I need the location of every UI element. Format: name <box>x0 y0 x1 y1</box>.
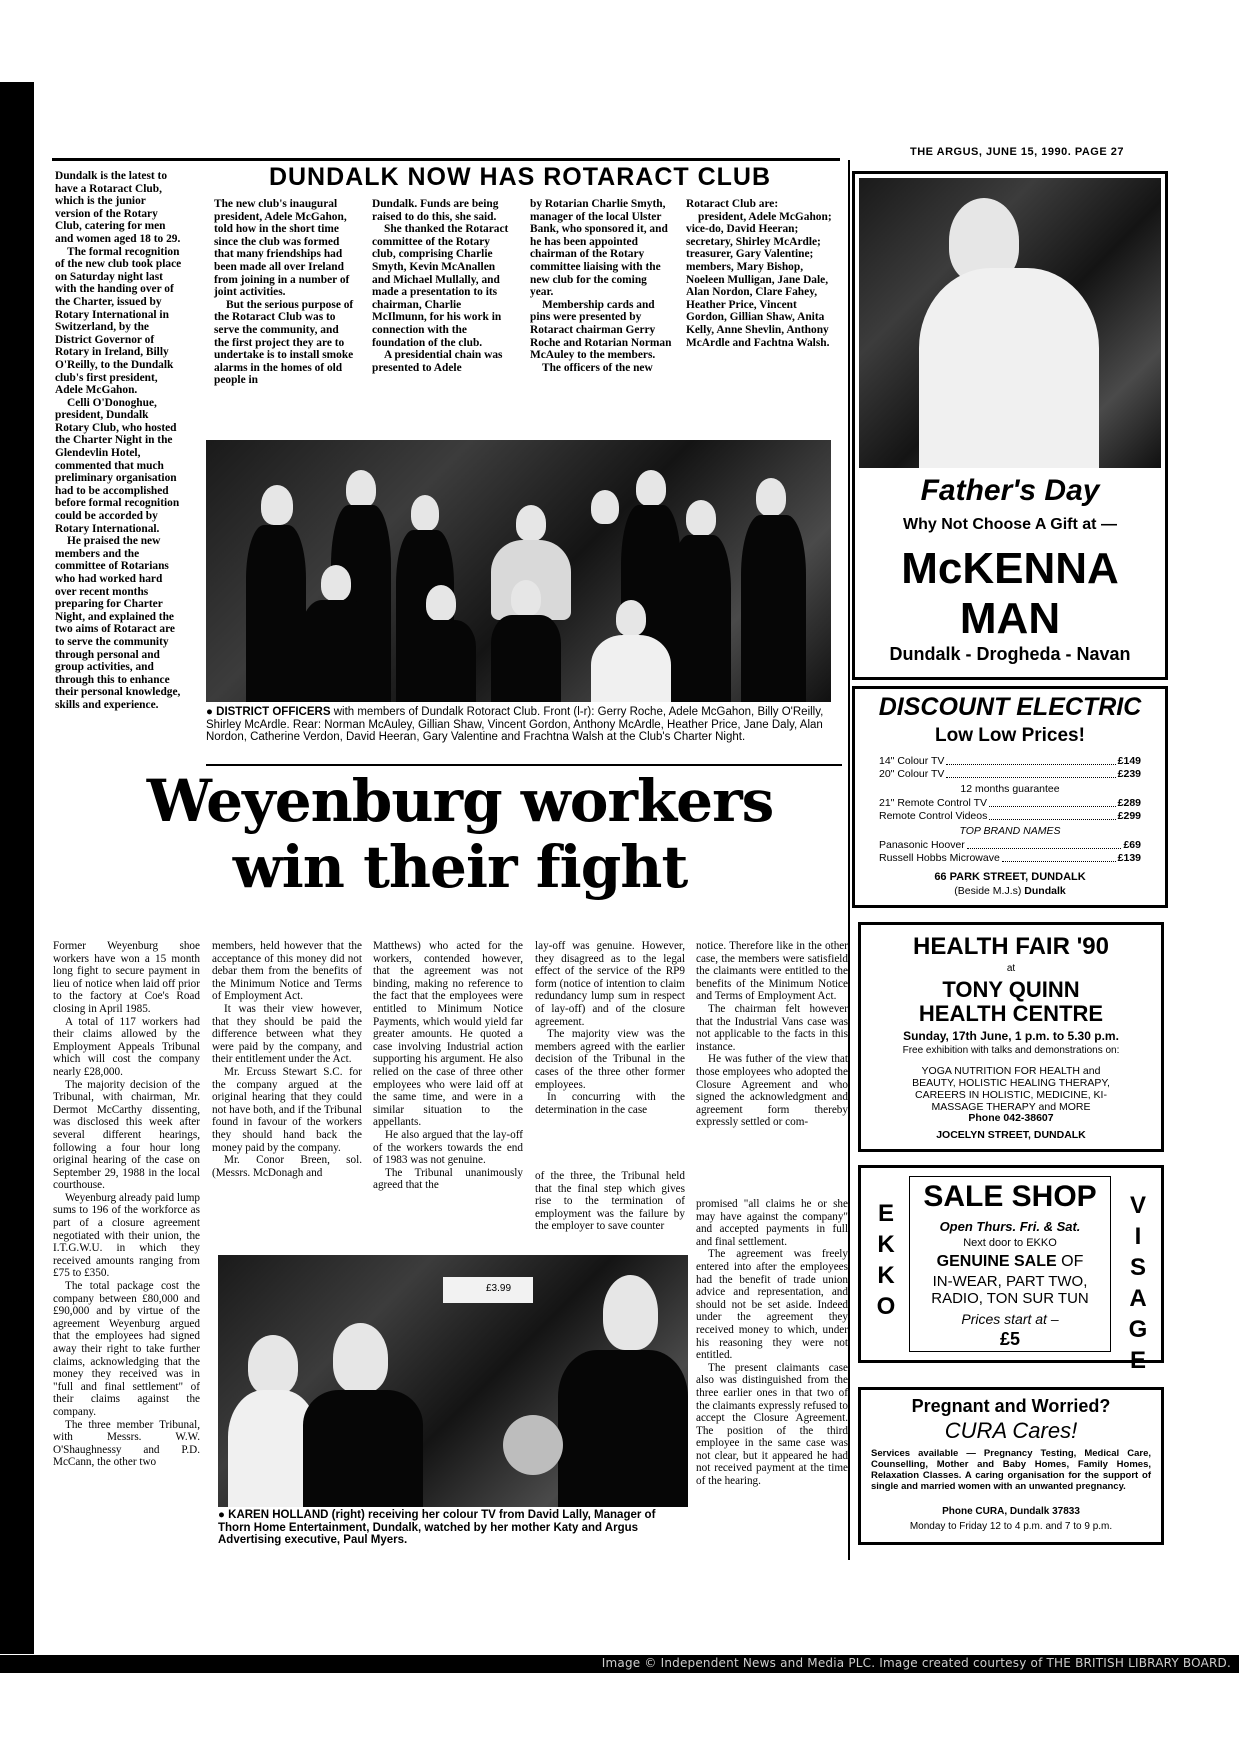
event-date: Sunday, 17th June, 1 p.m. to 5.30 p.m. <box>903 1029 1119 1043</box>
item-price: £299 <box>1117 810 1141 822</box>
item-price: £139 <box>1117 852 1141 864</box>
paragraph: of the three, the Tribunal held that the final step which gives rise to the termination of employment was the failure by the employer to save counter <box>535 1170 685 1233</box>
paragraph: The officers of the new <box>542 361 653 374</box>
caption-lead: ● DISTRICT OFFICERS <box>206 706 331 718</box>
section-rule <box>206 764 842 766</box>
letter: O <box>876 1293 896 1320</box>
price-row <box>879 755 1141 768</box>
sale-emphasis: GENUINE SALE <box>936 1253 1057 1270</box>
paragraph: Mr. Conor Breen, sol. (Messrs. McDonagh and <box>212 1154 362 1179</box>
paragraph: The formal recognition of the new club took place on Saturday night last with the handing over of the Charter, issued by Rotary International in Switzerland, by the District Governor of Rotary in Ireland, Billy O'Reilly, to the Dundalk club's first president, Adele McGahon. <box>55 245 182 397</box>
shop-address-note <box>855 885 1165 897</box>
paragraph: The chairman felt however that the Industrial Vans case was not applicable to the facts in this instance. <box>696 1002 848 1053</box>
price-row <box>879 852 1141 865</box>
ad-title: HEALTH FAIR '90 <box>913 933 1109 960</box>
shop-name-line-2: MAN <box>959 594 1061 643</box>
paragraph: She thanked the Rotaract committee of the Rotary club, comprising Charlie Smyth, Kevin McAnallen and Michael Mullally, and made a presentation to its chairman, Charlie McIlmunn, for his work in connection with the foundation of the club. <box>372 223 509 349</box>
price-list <box>879 755 1141 865</box>
subtitle-text: CURA Cares! <box>944 1418 1078 1443</box>
paragraph: A total of 117 workers had their claims allowed by the Employment Appeals Tribunal which will cost the company nearly £28,000. <box>53 1015 200 1078</box>
item-name: Russell Hobbs Microwave <box>879 852 1000 864</box>
paragraph: lay-off was genuine. However, they disagreed as to the legal effect of the service of the RP9 form (notice of intention to claim redundancy lump sum in respect of lay-off) and of the closure agreement. <box>535 940 685 1028</box>
paragraph: The majority decision of the Tribunal, with chairman, Mr. Dermot McCarthy dissenting, was disclosed this week after several different hearings, following a four hour long original hearing of the case on September 29, 1988 in the local courthouse. <box>53 1078 200 1192</box>
paragraph: The majority view was the members agreed with the earlier decision of the Tribunal in the cases of the three other former employees. <box>535 1028 685 1091</box>
item-name: 21" Remote Control TV <box>879 797 987 809</box>
letter: V <box>1129 1192 1146 1219</box>
weyenburg-column-4-continued <box>535 1170 685 1233</box>
paragraph: The new club's inaugural president, Adele McGahon, told how in the short time since the club was formed that many friendships had been made all over Ireland from joining in a number of joint activities. <box>214 198 350 299</box>
letter: E <box>877 1200 894 1227</box>
paragraph: Membership cards and pins were presented by Rotaract chairman Gerry Roche and Rotarian Norman McAuley to the members. <box>530 298 672 362</box>
guarantee-note: 12 months guarantee <box>960 783 1060 795</box>
paragraph: But the serious purpose of the Rotaract Club was to serve the community, and the first project they are to undertake is to install smoke alarms in the homes of old people in <box>214 298 354 387</box>
rotaract-column-1 <box>55 170 183 712</box>
headline-line-2: win their fight <box>232 833 688 901</box>
ad-headline: Father's Day <box>920 474 1100 507</box>
weyenburg-column-3 <box>373 940 523 1192</box>
mckenna-man-ad <box>852 171 1168 680</box>
brand-list: IN-WEAR, PART TWO, RADIO, TON SUR TUN <box>931 1273 1089 1307</box>
venue-line-1: TONY QUINN <box>942 977 1080 1002</box>
event-topics: YOGA NUTRITION FOR HEALTH and BEAUTY, HOLISTIC HEALING THERAPY, CAREERS IN HOLISTIC, MEDICINE, KI-MASSAGE THERAPY and MORE <box>912 1065 1110 1113</box>
starting-price: £5 <box>999 1329 1021 1349</box>
cura-ad <box>858 1387 1164 1545</box>
page-folio: THE ARGUS, JUNE 15, 1990. PAGE 27 <box>910 146 1124 158</box>
rotaract-column-2 <box>214 198 356 387</box>
paragraph: The three member Tribunal, with Messrs. W.W. O'Shaughnessy and P.D. McCann, the other two <box>53 1418 200 1469</box>
paragraph: He also argued that the lay-off of the workers towards the end of 1983 was not genuine. <box>373 1128 523 1167</box>
paragraph: In concurring with the determination in the case <box>535 1091 685 1116</box>
services-text: Services available — Pregnancy Testing, Medical Care, Counselling, Mother and Baby Homes, Family Homes, Relaxation Classes. A caring organisation for the support of single and married women with an unwanted pregnancy. <box>871 1448 1151 1492</box>
rotaract-group-photo <box>206 440 831 702</box>
letter: E <box>1129 1347 1146 1374</box>
paragraph: Mr. Ercuss Stewart S.C. for the company argued at the original hearing that they could not have both, and if the Tribunal found in favour of the workers they should hand back the money paid by the company. <box>212 1065 362 1154</box>
prices-note: Prices start at – <box>961 1311 1059 1327</box>
paragraph: Rotaract Club are: <box>686 198 779 210</box>
paragraph: by Rotarian Charlie Smyth, manager of the local Ulster Bank, who sponsored it, and he has been appointed chairman of the Rotary committee liaising with the new club for the coming year. <box>530 198 668 299</box>
paragraph: A presidential chain was presented to Adele <box>372 349 503 374</box>
paragraph: promised "all claims he or she may have against the company" and accepted payments in full and final settlement. <box>696 1198 848 1248</box>
scan-margin <box>0 82 34 1654</box>
ad-at: at <box>1006 963 1016 974</box>
price-tag: £3.99 <box>486 1283 512 1294</box>
weyenburg-column-4 <box>535 940 685 1116</box>
opening-hours: Monday to Friday 12 to 4 p.m. and 7 to 9 p.m. <box>909 1521 1113 1532</box>
shop-address: 66 PARK STREET, DUNDALK <box>934 871 1086 883</box>
caption-text: with members of Dundalk Rotoract Club. Front (l-r): Gerry Roche, Adele McGahon, Billy O'Reilly, Shirley McArdle. Rear: Norman McAuley, Gillian Shaw, Vincent Gordon, Anthony McArdle, Heather Price, Jane Daly, Alan Nordon, Catherine Verdon, David Heeran, Gary Valentine and Frachtna Walsh at the Club's Charter Night. <box>206 706 824 743</box>
item-name: 14" Colour TV <box>879 755 945 767</box>
venue-address: JOCELYN STREET, DUNDALK <box>936 1129 1086 1141</box>
address-town: Dundalk <box>1024 885 1066 897</box>
weyenburg-headline <box>110 768 810 900</box>
venue-line-2: HEALTH CENTRE <box>918 1001 1104 1026</box>
letter: A <box>1129 1285 1147 1312</box>
paragraph: The present claimants case also was distinguished from the three earlier ones in that two of the claimants expressly refused to accept the Closure Agreement. The position of the third employee in the same case was not clear, but it appeared he had not received payment at the time of the hearing. <box>696 1361 848 1488</box>
price-row <box>879 810 1141 823</box>
item-price: £149 <box>1117 755 1141 767</box>
visage-vertical-label <box>1123 1190 1153 1376</box>
sale-shop-panel <box>909 1176 1111 1352</box>
paragraph: president, Adele McGahon; vice-do, David Heeran; secretary, Shirley McArdle; treasurer, Gary Valentine; members, Mary Bishop, Noeleen Mulligan, Jane Dale, Alan Nordon, Clare Fahey, Heather Price, Vincent Gordon, Gillian Shaw, Anita Kelly, Anne Shevlin, Anthony McArdle and Fachtna Walsh. <box>686 210 832 349</box>
opening-days: Open Thurs. Fri. & Sat. <box>939 1219 1081 1234</box>
ad-photo <box>859 178 1161 468</box>
rotaract-column-3 <box>372 198 514 374</box>
ad-title: DISCOUNT ELECTRIC <box>878 693 1142 721</box>
letter: G <box>1128 1316 1148 1343</box>
shop-name-line-1: McKENNA <box>901 544 1119 593</box>
paragraph: Dundalk. Funds are being raised to do this, she said. <box>372 198 499 223</box>
brands-note: TOP BRAND NAMES <box>959 825 1061 837</box>
tv-photo-caption: ● KAREN HOLLAND (right) receiving her colour TV from David Lally, Manager of Thorn Home Entertainment, Dundalk, watched by her mother Katy and Argus Advertising executive, Paul Myers. <box>218 1509 656 1546</box>
discount-electric-ad <box>852 686 1168 908</box>
paragraph: He praised the new members and the committee of Rotarians who had worked hard over recent months preparing for Charter Night, and explained the two aims of Rotaract are to serve the community through personal and group activities, and through this to enhance their personal knowledge, skills and experience. <box>55 535 181 711</box>
paragraph: Dundalk is the latest to have a Rotaract Club, which is the junior version of the Rotary Club, catering for men and women aged 18 to 29. <box>55 170 181 245</box>
rotaract-column-5 <box>686 198 834 349</box>
paragraph: Matthews) who acted for the workers, contended however, that the agreement was not binding, making no reference to the fact that the employees were entitled to Minimum Notice Payments, which would yield far greater amounts. He quoted a case involving Industrial action supporting his argument. He also relied on the case of three other employees who were laid off at the same time, and were in a similar situation to the appellants. <box>373 940 523 1129</box>
rotaract-column-4 <box>530 198 672 374</box>
weyenburg-column-1 <box>53 940 200 1469</box>
location-note: Next door to EKKO <box>963 1237 1057 1249</box>
weyenburg-column-5 <box>696 940 848 1129</box>
column-rule <box>848 160 850 1560</box>
sale-suffix: OF <box>1056 1253 1084 1270</box>
item-name: 20" Colour TV <box>879 768 945 780</box>
item-price: £239 <box>1117 768 1141 780</box>
paragraph: notice. Therefore like in the other case, the members were satisfield the claimants were entitled to the benefits of the Minimum Notice and Terms of Employment Act. <box>696 940 848 1003</box>
paragraph: Former Weyenburg shoe workers have won a 15 month long fight to secure payment in lieu of notice when laid off prior to the factory at Coe's Road closing in April 1985. <box>53 940 200 1015</box>
rotaract-headline: DUNDALK NOW HAS ROTARACT CLUB <box>268 163 772 191</box>
letter: K <box>877 1231 895 1258</box>
rotaract-photo-caption <box>206 706 834 744</box>
ad-title: Pregnant and Worried? <box>911 1396 1111 1416</box>
price-row <box>879 797 1141 810</box>
item-price: £69 <box>1123 839 1141 851</box>
paragraph: The total package cost the company between £80,000 and £90,000 and by virtue of the agreement Weyenburg argued that the employees had signed away their right to take further claims, acknowledging that the money they received was in "full and final settlement" of their claims against the company. <box>53 1280 200 1418</box>
shop-locations: Dundalk - Drogheda - Navan <box>889 644 1131 664</box>
price-row <box>879 839 1141 852</box>
weyenburg-column-2 <box>212 940 362 1179</box>
page-footer-area <box>0 1673 1239 1754</box>
item-name: Remote Control Videos <box>879 810 988 822</box>
paragraph: It was their view however, that they should be paid the difference between what they were paid by the company, and their entitlement under the Act. <box>212 1002 362 1066</box>
paragraph: The agreement was freely entered into after the employees had the benefit of trade union advice and representation, and should not be set aside. Indeed under the agreement they received money to which, under his reasoning they were not entitled. <box>696 1248 848 1362</box>
letter: I <box>1134 1223 1142 1250</box>
image-credit: Image © Independent News and Media PLC. Image created courtesy of THE BRITISH LIBRARY BOARD. <box>601 1656 1231 1670</box>
paragraph: Weyenburg already paid lump sums to 196 of the workforce as part of a closure agreement negotiated with their union, the I.T.G.W.U. in which they received amounts ranging from £75 to £350. <box>53 1191 200 1280</box>
ad-subtitle: Low Low Prices! <box>935 725 1085 746</box>
address-note: (Beside M.J.s) <box>954 885 1025 897</box>
ad-subtitle <box>861 1418 1161 1444</box>
tv-presentation-photo <box>218 1255 688 1507</box>
health-fair-ad <box>858 922 1164 1152</box>
sale-line <box>910 1253 1110 1271</box>
top-rule <box>52 158 840 161</box>
ad-title: SALE SHOP <box>923 1180 1097 1213</box>
paragraph: The Tribunal unanimously agreed that the <box>373 1166 523 1192</box>
item-price: £289 <box>1117 797 1141 809</box>
weyenburg-column-5-continued <box>696 1198 848 1488</box>
price-row <box>879 768 1141 781</box>
item-name: Panasonic Hoover <box>879 839 965 851</box>
headline-line-1: Weyenburg workers <box>146 767 774 835</box>
paragraph: Celli O'Donoghue, president, Dundalk Rotary Club, who hosted the Charter Night in the Glendevlin Hotel, commented that much preliminary organisation had to be accomplished before formal recognition could be accorded by Rotary International. <box>55 396 180 535</box>
letter: K <box>877 1262 895 1289</box>
phone-number: Phone 042-38607 <box>968 1112 1054 1124</box>
ekko-vertical-label <box>871 1198 901 1322</box>
sale-shop-ad <box>858 1165 1164 1374</box>
ad-subline: Why Not Choose A Gift at — <box>903 516 1117 533</box>
paragraph: He was futher of the view that those employees who adopted the Closure Agreement and who signed the acknowledgment and agreement form thereby expressly settled or com- <box>696 1053 848 1129</box>
event-description: Free exhibition with talks and demonstrations on: <box>902 1045 1120 1056</box>
phone-number: Phone CURA, Dundalk 37833 <box>942 1506 1080 1517</box>
paragraph: members, held however that the acceptance of this money did not debar them from the benefits of the Minimum Notice and Terms of Employment Act. <box>212 940 362 1003</box>
letter: S <box>1129 1254 1146 1281</box>
